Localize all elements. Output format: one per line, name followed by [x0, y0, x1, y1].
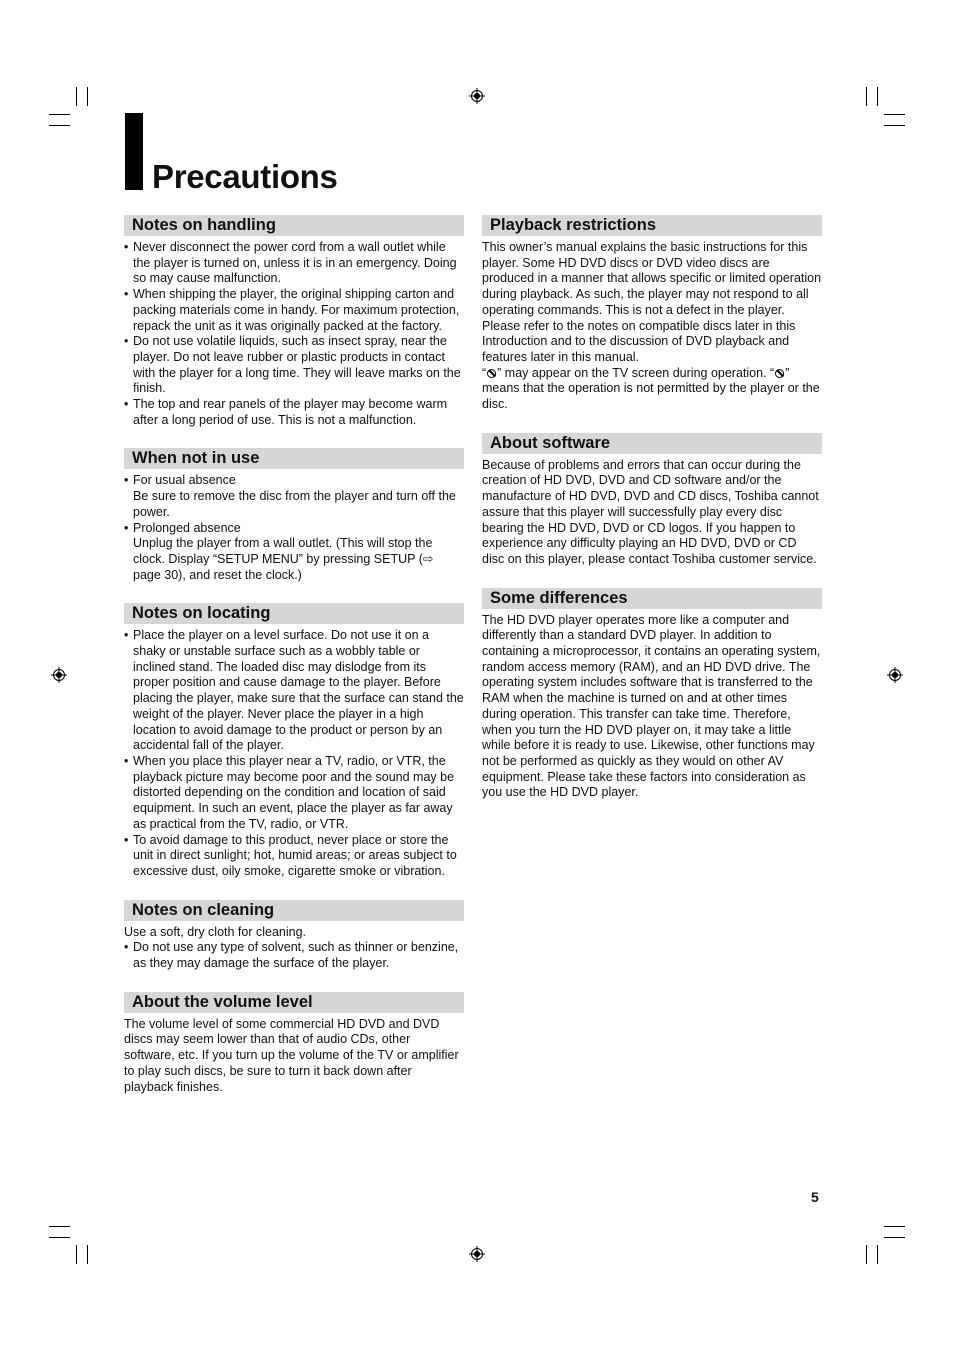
section-heading: Notes on handling — [124, 215, 464, 236]
bullet-list — [124, 940, 464, 971]
section-heading: About the volume level — [124, 992, 464, 1013]
page-reference-arrow-icon: ⇨ — [422, 551, 434, 566]
registration-mark-icon — [53, 669, 65, 681]
registration-mark-icon — [889, 669, 901, 681]
section-heading: About software — [482, 433, 822, 454]
crop-mark — [877, 1245, 878, 1264]
crop-mark — [76, 1245, 77, 1264]
section-heading: Playback restrictions — [482, 215, 822, 236]
list-item: • Do not use any type of solvent, such as thinner or benzine, as they may damage the surface of the player. — [124, 940, 464, 971]
paragraph: Use a soft, dry cloth for cleaning. — [124, 924, 307, 939]
crop-mark — [884, 1237, 905, 1238]
right-column — [482, 215, 822, 821]
paragraph: The volume level of some commercial HD DVD and DVD discs may seem lower than that of audio CDs, other software, etc. If you turn up the volume of the TV or amplifier to play such discs, be sure to turn it back down after playback finishes. — [124, 1016, 459, 1094]
page-number: 5 — [811, 1189, 819, 1205]
left-column — [124, 215, 464, 1115]
registration-mark-icon — [471, 90, 483, 102]
section-about-the-volume-level — [124, 992, 464, 1096]
paragraph-text: ” means that the operation is not permitted by the player or the disc. — [482, 365, 820, 412]
list-item: • When you place this player near a TV, radio, or VTR, the playback picture may become poor and the sound may be distorted depending on the condition and location of said equipment. In such an event, place the player as far away as practical from the TV, radio, or VTR. — [124, 754, 464, 833]
bullet-list — [124, 240, 464, 428]
list-item — [124, 521, 464, 584]
list-item: • Do not use volatile liquids, such as insect spray, near the player. Do not leave rubber or plastic products in contact with the player for a long time. They will leave marks on the finish. — [124, 334, 464, 397]
section-notes-on-handling — [124, 215, 464, 428]
crop-mark — [49, 1237, 70, 1238]
crop-mark — [866, 87, 867, 106]
list-item: • Place the player on a level surface. Do not use it on a shaky or unstable surface such as a wobbly table or inclined stand. The loaded disc may dislodge from its proper position and cause damage to the player. Before placing the player, make sure that the surface can stand the weight of the player. Never place the player in a high location to avoid damage to the product or person by an accidental fall of the player. — [124, 628, 464, 754]
section-heading: Some differences — [482, 588, 822, 609]
list-item: • Never disconnect the power cord from a wall outlet while the player is turned on, unless it is in an emergency. Doing so may cause malfunction. — [124, 240, 464, 287]
section-about-software — [482, 433, 822, 568]
list-item: • When shipping the player, the original shipping carton and packing materials come in handy. For maximum protection, repack the unit as it was originally packed at the factory. — [124, 287, 464, 334]
crop-mark — [87, 87, 88, 106]
item-title: • For usual absence — [133, 473, 236, 488]
page-title: Precautions — [152, 158, 338, 195]
registration-mark-icon — [471, 1248, 483, 1260]
crop-mark — [884, 114, 905, 115]
list-item: • To avoid damage to this product, never place or store the unit in direct sunlight; hot, humid areas; or areas subject to excessive dust, oily smoke, cigarette smoke or vibration. — [124, 833, 464, 880]
crop-mark — [49, 125, 70, 126]
section-notes-on-cleaning — [124, 900, 464, 972]
bullet-list — [124, 628, 464, 879]
list-item — [124, 473, 464, 520]
section-notes-on-locating — [124, 603, 464, 879]
paragraph-text: ” may appear on the TV screen during operation. “ — [497, 365, 775, 380]
crop-mark — [76, 87, 77, 106]
section-some-differences — [482, 588, 822, 801]
crop-mark — [884, 125, 905, 126]
crop-mark — [49, 114, 70, 115]
paragraph: This owner’s manual explains the basic instructions for this player. Some HD DVD discs or DVD video discs are produced in a manner that allows specific or limited operation during playback. As such, the player may not respond to all operating commands. This is not a defect in the player. Please refer to the notes on compatible discs later in this Introduction and to the discussion of DVD playback and features later in this manual. — [482, 240, 822, 364]
section-heading: Notes on locating — [124, 603, 464, 624]
item-body-text: Unplug the player from a wall outlet. (This will stop the clock. Display “SETUP MENU” by pressing SETUP ( — [133, 536, 433, 566]
crop-mark — [877, 87, 878, 106]
item-title: • Prolonged absence — [133, 520, 241, 535]
paragraph — [482, 366, 822, 413]
item-body-text: page 30), and reset the clock.) — [133, 567, 302, 582]
crop-mark — [87, 1245, 88, 1264]
section-heading: Notes on cleaning — [124, 900, 464, 921]
section-when-not-in-use — [124, 448, 464, 583]
paragraph: The HD DVD player operates more like a computer and differently than a standard DVD player. In addition to containing a microprocessor, it contains an operating system, random access memory (RAM), and an HD DVD drive. The operating system includes software that is transferred to the RAM when the machine is turned on and at other times during operation. This transfer can take time. Therefore, when you turn the HD DVD player on, it may take a little while before it is ready to use. Likewise, other functions may not be performed as quickly as they would on other AV equipment. Please take these factors into consideration as you use the HD DVD player. — [482, 612, 821, 800]
section-playback-restrictions — [482, 215, 822, 413]
section-heading: When not in use — [124, 448, 464, 469]
crop-mark — [884, 1226, 905, 1227]
crop-mark — [49, 1226, 70, 1227]
prohibited-icon — [775, 369, 784, 378]
item-body — [133, 536, 464, 583]
paragraph: Because of problems and errors that can occur during the creation of HD DVD, DVD and CD software and/or the manufacture of HD DVD, DVD and CD discs, Toshiba cannot assure that this player will successfully play every disc bearing the HD DVD, DVD or CD logos. If you happen to experience any difficulty playing an HD DVD, DVD or CD disc on this player, please contact Toshiba customer service. — [482, 457, 819, 566]
paragraph-text: “ — [482, 365, 487, 380]
bullet-list — [124, 473, 464, 583]
prohibited-icon — [487, 369, 496, 378]
list-item: • The top and rear panels of the player may become warm after a long period of use. This is not a malfunction. — [124, 397, 464, 428]
item-body: Be sure to remove the disc from the player and turn off the power. — [133, 489, 456, 519]
crop-mark — [866, 1245, 867, 1264]
title-bar — [125, 113, 143, 190]
